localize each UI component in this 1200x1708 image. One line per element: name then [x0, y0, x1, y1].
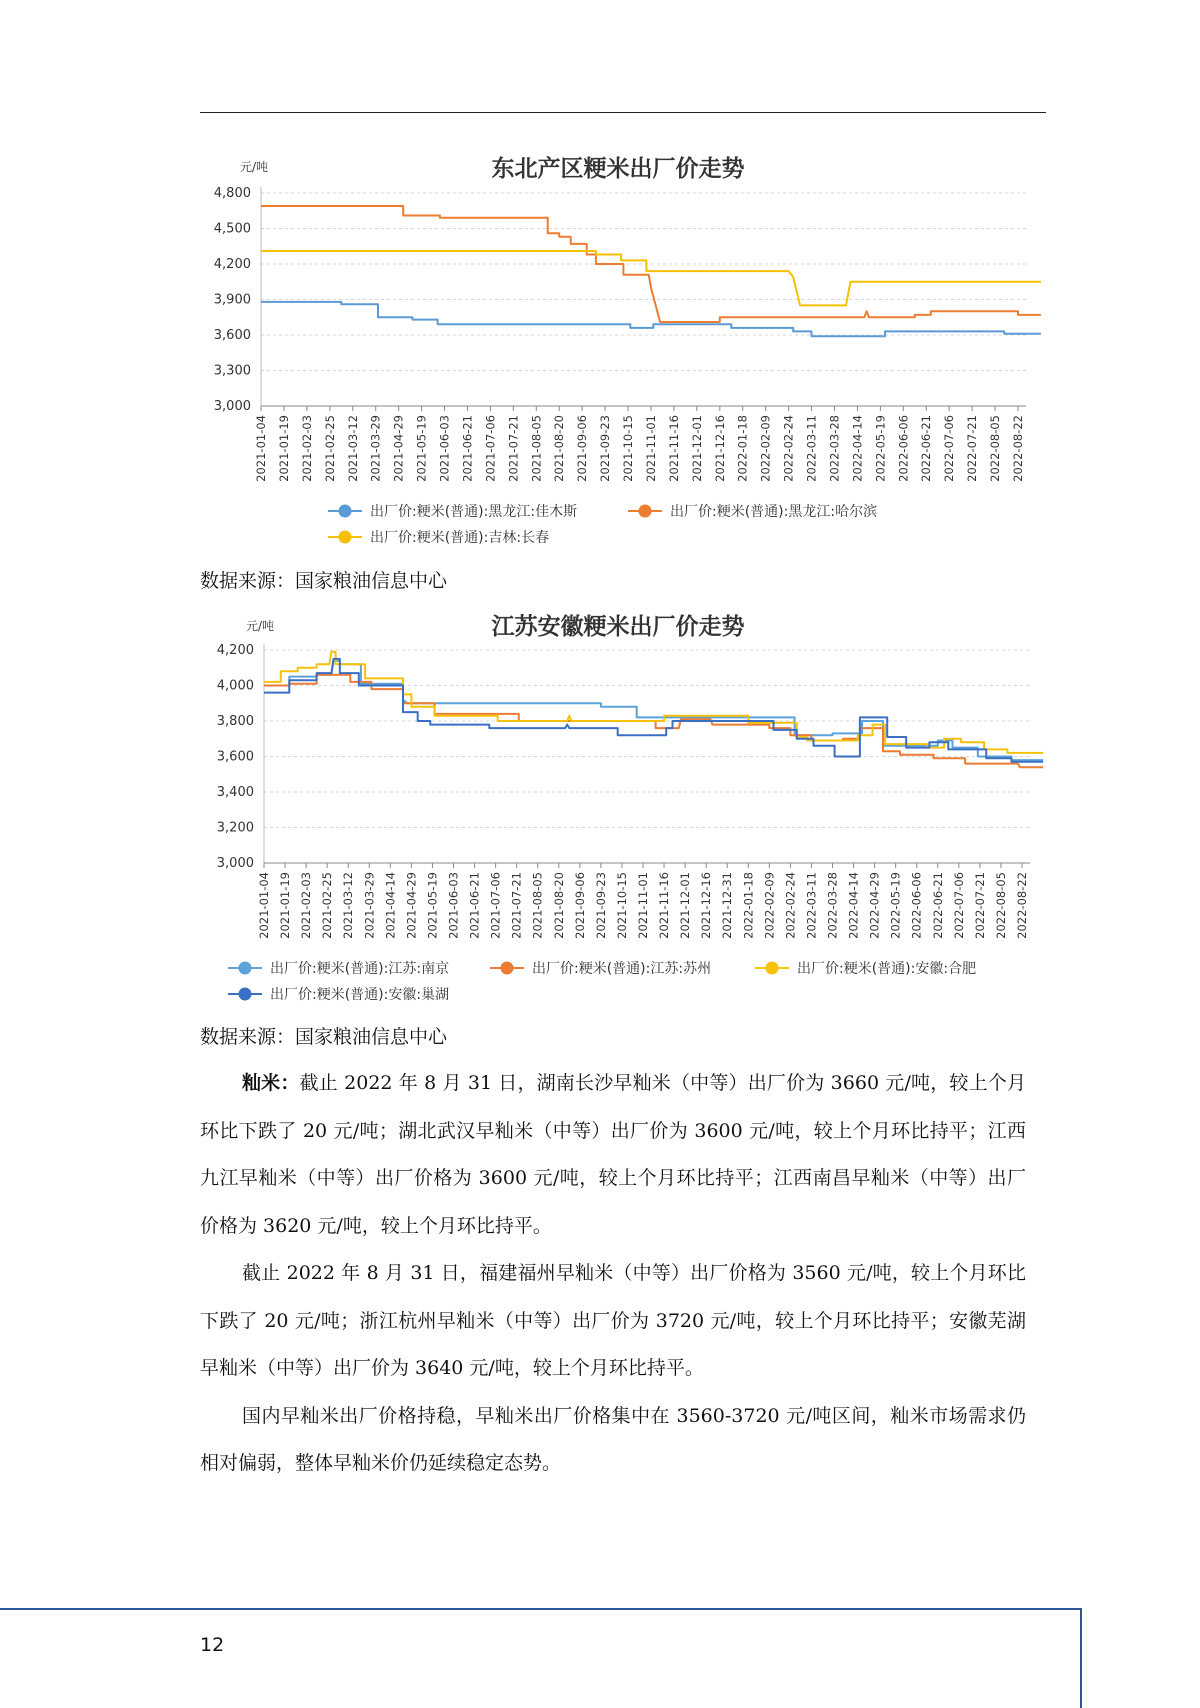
x-tick-label: 2022-03-11 [804, 415, 819, 482]
x-tick-label: 2021-06-03 [437, 415, 452, 482]
x-tick-label: 2022-06-06 [909, 872, 924, 939]
x-tick-label: 2021-04-29 [391, 415, 406, 482]
page-number: 12 [200, 1634, 225, 1656]
series-line-2 [264, 652, 1043, 753]
y-axis-unit: 元/吨 [246, 619, 275, 633]
legend-label-2: 出厂价:粳米(普通):吉林:长春 [370, 530, 550, 546]
x-tick-label: 2021-01-19 [276, 415, 291, 482]
x-tick-label: 2021-04-29 [404, 872, 419, 939]
x-tick-label: 2022-02-24 [781, 415, 796, 482]
x-tick-label: 2021-07-21 [509, 872, 524, 939]
x-tick-label: 2022-03-11 [804, 872, 819, 939]
x-tick-label: 2021-05-19 [425, 872, 440, 939]
x-tick-label: 2022-08-22 [1015, 872, 1029, 939]
legend-marker-3 [239, 988, 252, 1001]
x-tick-label: 2021-09-06 [572, 872, 587, 939]
legend-label-1: 出厂价:粳米(普通):黑龙江:哈尔滨 [670, 504, 878, 520]
x-tick-label: 2021-02-03 [299, 872, 314, 939]
y-tick-label: 3,000 [216, 856, 254, 871]
legend-label-1: 出厂价:粳米(普通):江苏:苏州 [532, 961, 712, 977]
x-tick-label: 2022-02-09 [758, 415, 773, 482]
x-tick-label: 2021-07-21 [506, 415, 521, 482]
legend-label-0: 出厂价:粳米(普通):江苏:南京 [270, 961, 450, 977]
x-tick-label: 2021-06-21 [460, 415, 475, 482]
source-note-1: 数据来源：国家粮油信息中心 [200, 570, 448, 592]
y-tick-label: 3,900 [213, 292, 251, 308]
x-tick-label: 2021-01-04 [254, 415, 268, 482]
y-tick-label: 3,200 [216, 820, 254, 836]
x-tick-label: 2022-06-06 [896, 415, 911, 482]
x-tick-label: 2022-08-05 [993, 872, 1008, 939]
legend-marker-0 [239, 962, 252, 975]
x-tick-label: 2021-06-21 [467, 872, 482, 939]
legend-label-3: 出厂价:粳米(普通):安徽:巢湖 [270, 987, 450, 1003]
chart-title: 江苏安徽粳米出厂价走势 [491, 614, 745, 640]
x-tick-label: 2021-12-16 [699, 872, 714, 939]
legend-marker-2 [339, 531, 352, 544]
series-line-0 [264, 661, 1043, 760]
y-axis-unit: 元/吨 [240, 160, 269, 174]
legend-marker-1 [501, 962, 514, 975]
x-tick-label: 2021-03-12 [345, 415, 360, 482]
y-tick-label: 3,600 [213, 328, 251, 343]
legend-marker-1 [639, 505, 652, 518]
y-tick-label: 4,500 [213, 221, 251, 237]
x-tick-label: 2022-04-14 [850, 415, 865, 482]
y-tick-label: 3,300 [213, 363, 251, 379]
paragraph-2: 截止 2022 年 8 月 31 日，福建福州早籼米（中等）出厂价格为 3560 元/吨，较上个月环比下跌了 20 元/吨；浙江杭州早籼米（中等）出厂价为 3720 元/吨，较上个月环比持平；安徽芜湖早籼米（中等）出厂价为 3640 元/吨，较上个月环比持平。 [200, 1262, 1026, 1379]
paragraph-3: 国内早籼米出厂价格持稳，早籼米出厂价格集中在 3560-3720 元/吨区间，籼米市场需求仍相对偏弱，整体早籼米价仍延续稳定态势。 [200, 1404, 1026, 1474]
x-tick-label: 2021-12-31 [720, 872, 735, 939]
paragraph-1 [200, 1060, 1026, 1250]
paragraph-1-text: 截止 2022 年 8 月 31 日，湖南长沙早籼米（中等）出厂价为 3660 元/吨，较上个月环比下跌了 20 元/吨；湖北武汉早籼米（中等）出厂价为 3600 元/吨，较上个月环比持平；江西九江早籼米（中等）出厂价格为 3600 元/吨，较上个月环比持平；江西南昌早籼米（中等）出厂价格为 3620 元/吨，较上个月环比持平。 [200, 1072, 1026, 1237]
x-tick-label: 2021-10-15 [621, 415, 636, 482]
x-tick-label: 2022-02-09 [762, 872, 777, 939]
y-tick-label: 4,800 [213, 186, 251, 201]
x-tick-label: 2022-06-21 [930, 872, 945, 939]
header-rule [200, 112, 1046, 113]
x-tick-label: 2022-02-24 [783, 872, 798, 939]
x-tick-label: 2022-03-28 [825, 872, 840, 939]
series-line-0 [261, 302, 1041, 336]
y-tick-label: 3,800 [216, 714, 254, 729]
y-tick-label: 4,200 [213, 257, 251, 272]
x-tick-label: 2021-03-29 [368, 415, 383, 482]
x-tick-label: 2021-07-06 [483, 415, 498, 482]
x-tick-label: 2021-11-01 [643, 415, 658, 482]
footer-frame [0, 1608, 1082, 1708]
x-tick-label: 2021-12-16 [712, 415, 727, 482]
x-tick-label: 2021-08-20 [551, 872, 566, 939]
x-tick-label: 2021-11-16 [666, 415, 681, 482]
x-tick-label: 2022-04-29 [867, 872, 882, 939]
x-tick-label: 2022-01-18 [741, 872, 756, 939]
y-tick-label: 3,000 [213, 399, 251, 414]
x-tick-label: 2021-02-25 [322, 415, 337, 482]
x-tick-label: 2021-01-04 [257, 872, 271, 939]
x-tick-label: 2022-08-05 [988, 415, 1003, 482]
legend-marker-0 [339, 505, 352, 518]
x-tick-label: 2022-05-19 [888, 872, 903, 939]
legend-label-2: 出厂价:粳米(普通):安徽:合肥 [797, 961, 977, 977]
chart-jiangsu-anhui [200, 603, 1046, 1013]
x-tick-label: 2022-01-18 [735, 415, 750, 482]
x-tick-label: 2021-11-01 [636, 872, 650, 939]
y-tick-label: 4,000 [216, 678, 254, 694]
x-tick-label: 2022-07-21 [965, 415, 980, 482]
chart-title: 东北产区粳米出厂价走势 [491, 156, 745, 182]
chart-northeast [200, 140, 1046, 560]
x-tick-label: 2021-06-03 [446, 872, 461, 939]
x-tick-label: 2022-06-21 [919, 415, 934, 482]
legend-label-0: 出厂价:粳米(普通):黑龙江:佳木斯 [370, 504, 578, 520]
x-tick-label: 2021-08-05 [530, 872, 545, 939]
x-tick-label: 2021-03-29 [362, 872, 377, 939]
x-tick-label: 2021-10-15 [614, 872, 629, 939]
x-tick-label: 2021-01-19 [278, 872, 293, 939]
y-tick-label: 3,600 [216, 749, 254, 765]
y-tick-label: 3,400 [216, 785, 254, 800]
source-note-2: 数据来源：国家粮油信息中心 [200, 1026, 448, 1048]
x-tick-label: 2021-05-19 [414, 415, 429, 482]
x-tick-label: 2021-12-01 [689, 415, 704, 482]
x-tick-label: 2022-03-28 [827, 415, 842, 482]
x-tick-label: 2021-02-25 [320, 872, 335, 939]
x-tick-label: 2021-11-16 [657, 872, 672, 939]
x-tick-label: 2022-07-21 [972, 872, 987, 939]
legend-marker-2 [766, 962, 779, 975]
x-tick-label: 2022-07-06 [942, 415, 957, 482]
x-tick-label: 2021-09-06 [575, 415, 590, 482]
x-tick-label: 2021-12-01 [678, 872, 693, 939]
x-tick-label: 2022-08-22 [1011, 415, 1025, 482]
x-tick-label: 2021-04-14 [383, 872, 398, 939]
jiangsu-anhui-price-chart [200, 603, 1046, 1013]
x-tick-label: 2021-03-12 [341, 872, 356, 939]
x-tick-label: 2022-07-06 [951, 872, 966, 939]
x-tick-label: 2021-09-23 [598, 415, 613, 482]
x-tick-label: 2021-08-20 [552, 415, 567, 482]
x-tick-label: 2021-02-03 [299, 415, 314, 482]
paragraph-lead: 籼米： [242, 1072, 300, 1094]
x-tick-label: 2022-05-19 [873, 415, 888, 482]
x-tick-label: 2022-04-14 [846, 872, 861, 939]
x-tick-label: 2021-08-05 [529, 415, 544, 482]
body-text [200, 1060, 1026, 1488]
x-tick-label: 2021-07-06 [488, 872, 503, 939]
series-line-2 [261, 251, 1041, 305]
northeast-price-chart [200, 140, 1046, 560]
x-tick-label: 2021-09-23 [593, 872, 608, 939]
y-tick-label: 4,200 [216, 643, 254, 658]
